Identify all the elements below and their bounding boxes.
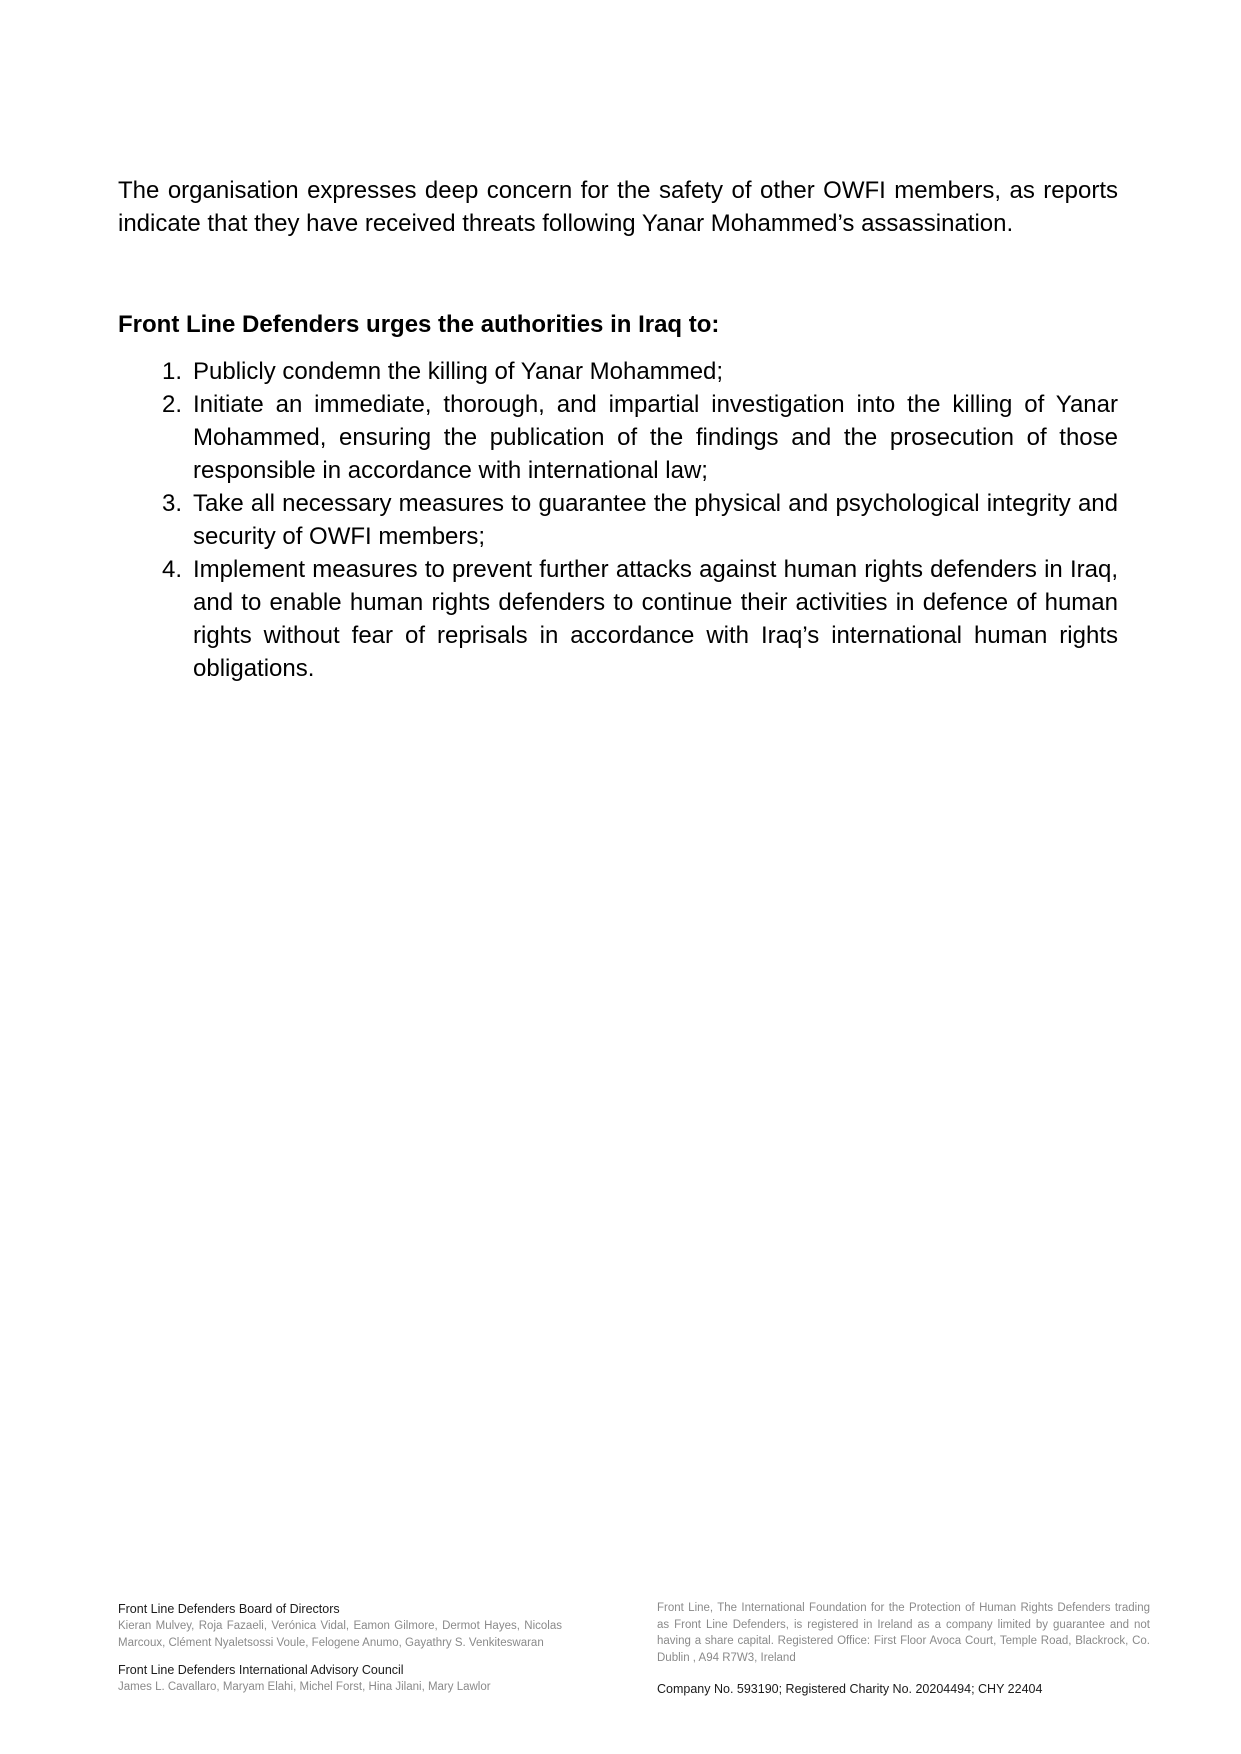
demands-list (162, 355, 1118, 685)
demand-text: Publicly condemn the killing of Yanar Mohammed; (193, 358, 724, 385)
demand-number: 1. (162, 358, 183, 385)
demand-text: Implement measures to prevent further attacks against human rights defenders in Iraq, and to enable human rights defenders to continue their activities in defence of human rights without fear of reprisals in accordance with Iraq’s international human rights obligations. (193, 556, 1118, 682)
footer-left (118, 1600, 562, 1696)
demand-item (162, 553, 1118, 685)
advisory-heading: Front Line Defenders International Advisory Council (118, 1663, 404, 1677)
intro-paragraph: The organisation expresses deep concern for the safety of other OWFI members, as reports indicate that they have received threats following Yanar Mohammed’s assassination. (118, 177, 1118, 237)
demand-number: 2. (162, 391, 183, 418)
registration-numbers: Company No. 593190; Registered Charity No. 20204494; CHY 22404 (657, 1682, 1043, 1696)
legal-notice: Front Line, The International Foundation for the Protection of Human Rights Defenders trading as Front Line Defenders, is registered in Ireland as a company limited by guarantee and not having a share capital. Registered Office: First Floor Avoca Court, Temple Road, Blackrock, Co. Dublin , A94 R7W3, Ireland (657, 1602, 1150, 1664)
demand-item (162, 355, 1118, 388)
demands-heading: Front Line Defenders urges the authorities in Iraq to: (118, 311, 720, 338)
demand-number: 3. (162, 490, 183, 517)
demand-item (162, 388, 1118, 487)
demand-number: 4. (162, 556, 183, 583)
demand-item (162, 487, 1118, 553)
demand-text: Take all necessary measures to guarantee the physical and psychological integrity and security of OWFI members; (193, 490, 1118, 550)
board-heading: Front Line Defenders Board of Directors (118, 1602, 340, 1616)
demand-text: Initiate an immediate, thorough, and impartial investigation into the killing of Yanar Mohammed, ensuring the publication of the findings and the prosecution of those responsible in accordance with international law; (193, 391, 1118, 484)
board-members: Kieran Mulvey, Roja Fazaeli, Verónica Vidal, Eamon Gilmore, Dermot Hayes, Nicolas Marcoux, Clément Nyaletsossi Voule, Felogene Anumo, Gayathry S. Venkiteswaran (118, 1620, 562, 1649)
advisory-members: James L. Cavallaro, Maryam Elahi, Michel Forst, Hina Jilani, Mary Lawlor (118, 1681, 491, 1693)
footer-right (657, 1600, 1150, 1698)
